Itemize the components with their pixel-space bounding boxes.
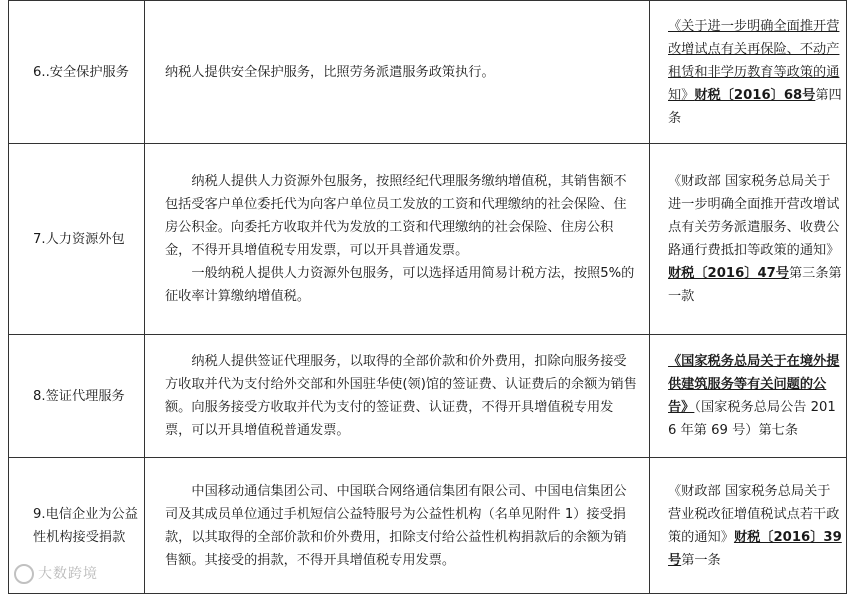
item-label: 9.电信企业为公益性机构接受捐款	[33, 506, 138, 545]
watermark-logo-icon	[14, 564, 34, 584]
policy-cell	[145, 335, 650, 458]
policy-cell	[145, 1, 650, 144]
source-cell	[650, 458, 847, 594]
source-cell	[650, 144, 847, 335]
source-text	[668, 480, 842, 572]
policy-text: 纳税人提供安全保护服务，比照劳务派遣服务政策执行。	[165, 64, 495, 80]
watermark-text: 大数跨境	[38, 566, 98, 582]
source-ref[interactable]: 财税〔2016〕68号	[694, 87, 816, 103]
policy-table	[8, 0, 847, 594]
item-cell	[9, 1, 145, 144]
item-label: 6..安全保护服务	[33, 64, 129, 80]
item-label: 8.签证代理服务	[33, 388, 125, 404]
source-link[interactable]: 《国家税务总局关于在境外提供建筑服务等有关问题的公告》	[668, 354, 840, 415]
source-text	[668, 15, 842, 130]
source-link[interactable]: 《关于进一步明确全面推开营改增试点有关再保险、不动产租赁和非学历教育等政策的通知》	[668, 18, 840, 103]
policy-cell	[145, 458, 650, 594]
policy-cell	[145, 144, 650, 335]
table-row	[9, 144, 847, 335]
policy-text: 中国移动通信集团公司、中国联合网络通信集团有限公司、中国电信集团公司及其成员单位通过手机短信公益特服号为公益性机构（名单见附件 1）接受捐款，以其取得的全部价款和价外费用，扣除支付给公益性机构捐款后的余额为销售额。其接受的捐款，不得开具增值税专用发票。	[165, 483, 627, 568]
source-tail: 第三条第一款	[668, 266, 842, 304]
table-row	[9, 458, 847, 594]
source-tail: 第一条	[681, 552, 721, 568]
source-ref[interactable]: 财税〔2016〕39号	[668, 529, 842, 568]
source-cell	[650, 335, 847, 458]
source-prefix: 《财政部 国家税务总局关于营业税改征增值税试点若干政策的通知》	[668, 483, 840, 545]
policy-text: 纳税人提供签证代理服务，以取得的全部价款和价外费用，扣除向服务接受方收取并代为支付给外交部和外国驻华使(领)馆的签证费、认证费后的余额为销售额。向服务接受方收取并代为支付的签证费、认证费，不得开具增值税专用发票，可以开具增值税普通发票。	[165, 354, 637, 438]
table-row	[9, 1, 847, 144]
item-cell	[9, 144, 145, 335]
source-ref[interactable]: 财税〔2016〕47号	[668, 266, 789, 281]
source-tail: （国家税务总局公告 2016 年第 69 号）第七条	[668, 400, 836, 438]
watermark	[14, 563, 134, 585]
source-text	[668, 350, 842, 442]
source-text	[668, 170, 842, 308]
source-tail: 第四条	[668, 87, 842, 126]
source-cell	[650, 1, 847, 144]
source-prefix: 《财政部 国家税务总局关于进一步明确全面推开营改增试点有关劳务派遣服务、收费公路通行费抵扣等政策的通知》	[668, 174, 840, 258]
item-cell	[9, 335, 145, 458]
policy-text: 一般纳税人提供人力资源外包服务，可以选择适用简易计税方法，按照5%的征收率计算缴纳增值税。	[165, 266, 635, 304]
policy-text: 纳税人提供人力资源外包服务，按照经纪代理服务缴纳增值税，其销售额不包括受客户单位委托代为向客户单位员工发放的工资和代理缴纳的社会保险、住房公积金。向委托方收取并代为发放的工资和代理缴纳的社会保险、住房公积金，不得开具增值税专用发票，可以开具普通发票。	[165, 174, 627, 258]
table-row	[9, 335, 847, 458]
item-label: 7.人力资源外包	[33, 231, 125, 247]
